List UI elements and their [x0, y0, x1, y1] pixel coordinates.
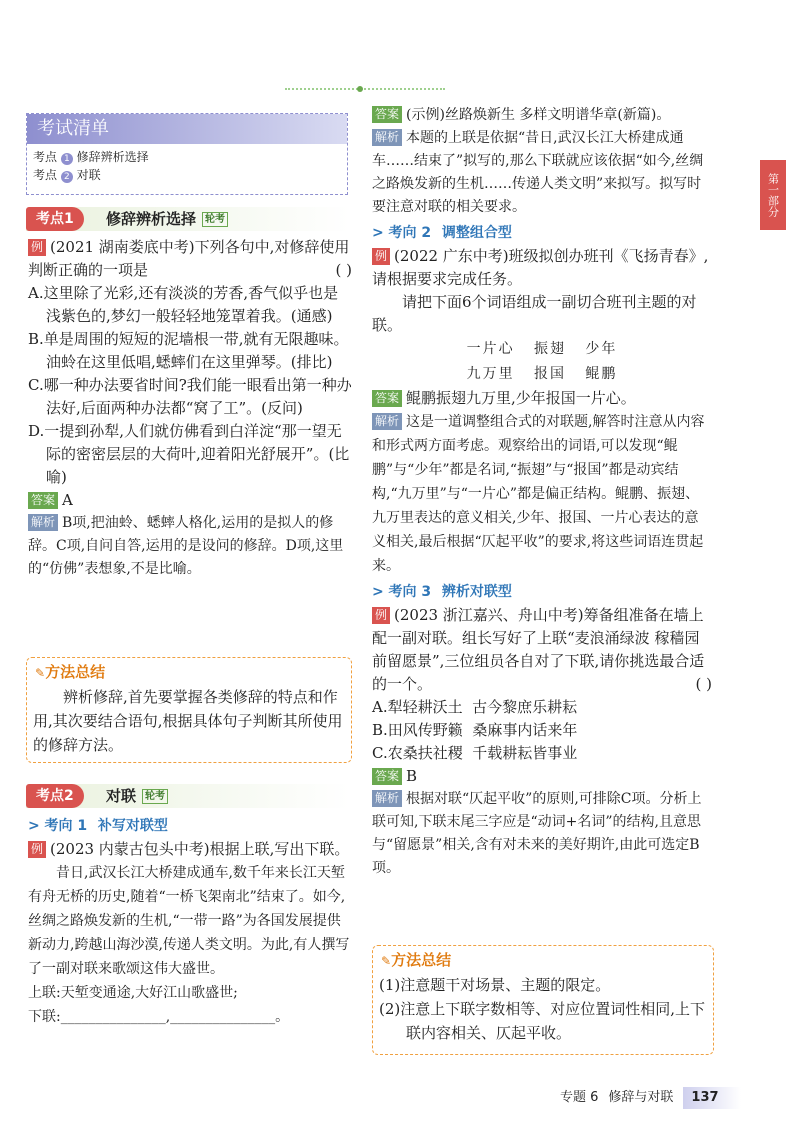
footer-title: 修辞与对联	[608, 1090, 674, 1105]
analysis-tag: 解析	[372, 413, 402, 430]
dir2-label: 考向 2	[388, 225, 432, 241]
dir3-title: 辨析对联型	[441, 584, 512, 600]
example-tag: 例	[28, 239, 46, 256]
ex3-analysis: 解析 这是一道调整组合式的对联题,解答时注意从内容和形式两方面考虑。观察给出的词语,可以发现“鲲鹏”与“少年”都是名词,“振翅”与“报国”都是动宾结构,“九万里”与“一片心”都是偏正结构。鲲鹏、振翅、九万里表达的意义相关,少年、报国、一片心表达的意义相关,最后根据“仄起平收”的要求,将这些词语连贯起来。	[372, 414, 705, 574]
method-text-1: 辨析修辞,首先要掌握各类修辞的特点和作用,其次要结合语句,根据具体句子判断其所使用的修辞方法。	[33, 688, 343, 754]
ex2-analysis: 解析 本题的上联是依据“昔日,武汉长江大桥建成通车……结束了”拟写的,那么下联就应该依据“如今,丝绸之路焕发新的生机……传递人类文明”来拟写。拟写时要注意对联的相关要求。	[372, 130, 704, 215]
method-title-2: ✎方法总结	[381, 951, 452, 969]
chevron-right-icon: >	[28, 818, 40, 834]
footer-topic: 专题 6	[560, 1090, 599, 1105]
answer-tag: 答案	[28, 492, 58, 509]
method2-item-2: (2)注意上下联字数相等、对应位置词性相同,上下联内容相关、仄起平收。	[379, 1000, 706, 1042]
method-box-2	[372, 945, 714, 1055]
checklist-item-1: 考点 1 修辞辨析选择	[33, 150, 149, 164]
ex4-option-c: C.农桑扶社稷 千载耕耘皆事业	[372, 744, 578, 762]
top-decoration	[285, 88, 445, 94]
analysis-tag: 解析	[372, 790, 402, 807]
ex1-option-d: D.一提到孙犁,人们就仿佛看到白洋淀“那一望无际的密密层层的大荷叶,迎着阳光舒展开”。(比喻)	[28, 422, 350, 486]
kaodian2-header	[26, 784, 350, 808]
answer-tag: 答案	[372, 106, 402, 123]
kaodian2-tag: 轮考	[142, 789, 168, 804]
kaodian1-badge: 考点1	[26, 207, 84, 231]
example-tag: 例	[28, 841, 46, 858]
ex4-answer-paren: ( )	[695, 675, 712, 693]
kaodian1-header	[26, 207, 350, 231]
side-tab	[760, 160, 786, 230]
ex2-upper: 上联:天堑变通途,大好江山歌盛世;	[28, 985, 238, 1001]
ex3-words-line2: 九万里 报国 鲲鹏	[466, 366, 618, 382]
dir3-header	[372, 580, 712, 604]
ex1-answer: 答案 A	[28, 489, 352, 512]
method2-item-1: (1)注意题干对场景、主题的限定。	[379, 976, 611, 994]
ex3-answer: 答案 鲲鹏振翅九万里,少年报国一片心。	[372, 387, 712, 410]
pencil-icon: ✎	[35, 666, 46, 680]
kaodian2-badge: 考点2	[26, 784, 84, 808]
right-column-body	[372, 104, 712, 880]
ex3-stem: 例 (2022 广东中考)班级拟创办班刊《飞扬青春》,请根据要求完成任务。	[372, 247, 709, 288]
answer-tag: 答案	[372, 768, 402, 785]
dir1-header	[28, 814, 352, 838]
ex4-analysis: 解析 根据对联“仄起平收”的原则,可排除C项。分析上联可知,下联末尾三字应是“动词+名词”的结构,且意思与“留愿景”相关,含有对未来的美好期许,由此可选定B项。	[372, 791, 702, 876]
ex4-answer: 答案 B	[372, 765, 712, 788]
ex1-option-b: B.单是周围的短短的泥墙根一带,就有无限趣味。油蛉在这里低唱,蟋蟀们在这里弹琴。(排比)	[28, 330, 349, 371]
checklist-item-2: 考点 2 对联	[33, 168, 101, 182]
top-decoration-dot	[357, 86, 363, 92]
kaodian1-title: 修辞辨析选择 轮考	[106, 207, 228, 231]
dir1-label: 考向 1	[44, 818, 88, 834]
footer	[560, 1087, 741, 1109]
ex1-analysis: 解析 B项,把油蛉、蟋蟀人格化,运用的是拟人的修辞。C项,自问自答,运用的是设问的修辞。D项,这里的“仿佛”表想象,不是比喻。	[28, 515, 344, 577]
ex4-option-b: B.田风传野籁 桑麻事内话来年	[372, 721, 578, 739]
dir2-title: 调整组合型	[441, 225, 512, 241]
ex2-stem: 例 (2023 内蒙古包头中考)根据上联,写出下联。	[28, 838, 352, 861]
left-column-lower	[28, 814, 352, 1029]
ex3-words-line1: 一片心 振翅 少年	[466, 341, 618, 357]
page-number: 137	[683, 1087, 740, 1109]
example-tag: 例	[372, 607, 390, 624]
kaodian2-title: 对联 轮考	[106, 784, 168, 808]
ex2-passage: 昔日,武汉长江大桥建成通车,数千年来长江天堑有舟无桥的历史,随着“一桥飞架南北”结束了。如今,丝绸之路焕发新的生机,“一带一路”为各国发展提供新动力,跨越山海沙漠,传递人类文明。为此,有人撰写了一副对联来歌颂这伟大盛世。	[28, 865, 350, 977]
method-box-1	[26, 657, 352, 763]
analysis-tag: 解析	[372, 129, 402, 146]
chevron-right-icon: >	[372, 584, 384, 600]
kaodian1-tag: 轮考	[202, 212, 228, 227]
dir3-label: 考向 3	[388, 584, 432, 600]
chevron-right-icon: >	[372, 225, 384, 241]
ex2-answer: 答案 (示例)丝路焕新生 多样文明谱华章(新篇)。	[372, 104, 712, 127]
ex3-prompt: 请把下面6个词语组成一副切合班刊主题的对联。	[372, 293, 697, 334]
checklist-box	[26, 113, 348, 195]
ex4-stem: 例 (2023 浙江嘉兴、舟山中考)筹备组准备在墙上配一副对联。组长写好了上联“麦浪涌绿波 稼穑园前留愿景”,三位组员各自对了下联,请你挑选最合适的一个。 ( )	[372, 604, 712, 696]
dir2-header	[372, 221, 712, 245]
checklist-num-2: 2	[61, 171, 73, 183]
ex4-option-a: A.犁轻耕沃土 古今黎庶乐耕耘	[372, 698, 578, 716]
pencil-icon: ✎	[381, 954, 392, 968]
ex2-lower: 下联:_______________,_______________。	[28, 1009, 290, 1025]
ex1-answer-paren: ( )	[335, 261, 352, 279]
method-title-1: ✎方法总结	[35, 663, 106, 681]
side-tab-label: 第一部分	[766, 173, 780, 217]
checklist-num-1: 1	[61, 153, 73, 165]
analysis-tag: 解析	[28, 514, 58, 531]
left-column-body	[28, 236, 352, 581]
ex1-option-a: A.这里除了光彩,还有淡淡的芳香,香气似乎也是浅紫色的,梦幻一般轻轻地笼罩着我。(通感)	[28, 284, 339, 325]
example-tag: 例	[372, 248, 390, 265]
ex1-option-c: C.哪一种办法要省时间?我们能一眼看出第一种办法好,后面两种办法都“窝了工”。(反问)	[28, 376, 352, 417]
ex1-stem: 例 (2021 湖南娄底中考)下列各句中,对修辞使用判断正确的一项是 ( )	[28, 236, 352, 282]
answer-tag: 答案	[372, 390, 402, 407]
dir1-title: 补写对联型	[97, 818, 168, 834]
checklist-title: 考试清单	[27, 114, 347, 144]
